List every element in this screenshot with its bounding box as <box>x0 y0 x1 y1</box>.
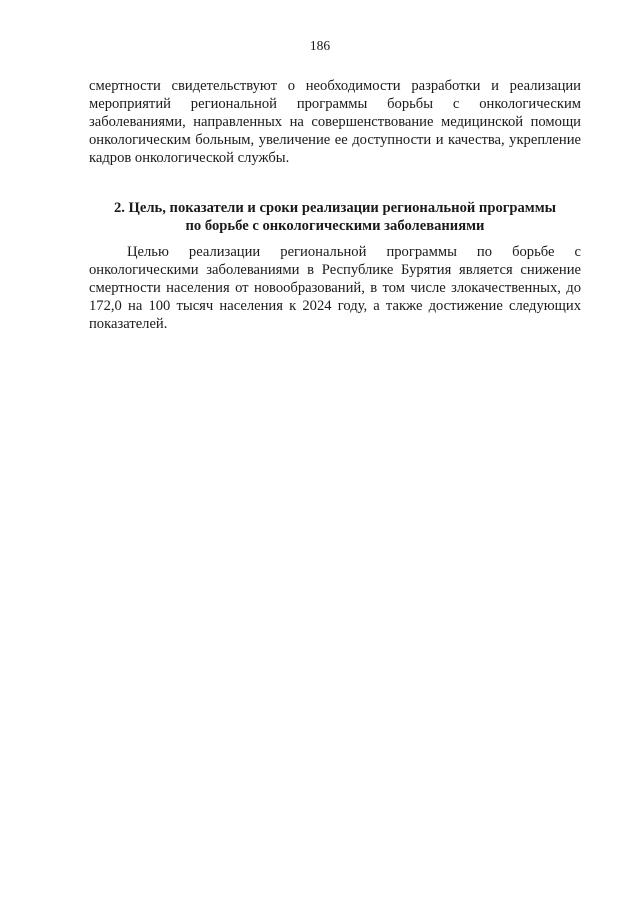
goal-paragraph: Целью реализации региональной программы по борьбе с онкологическими заболеваниями в Республике Бурятия является снижение смертности населения от новообразований, в том числе злокачественных, до 172,0 на 100 тысяч населения к 2024 году, а также достижение следующих показателей. <box>89 244 581 332</box>
section-heading-line-1: 2. Цель, показатели и сроки реализации региональной программы <box>113 200 557 216</box>
intro-paragraph: смертности свидетельствуют о необходимости разработки и реализации мероприятий региональной программы борьбы с онкологическим заболеваниями, направленных на совершенствование медицинской помощи онкологическим больным, увеличение ее доступности и качества, укрепление кадров онкологической службы. <box>89 78 581 166</box>
page-number: 186 <box>309 38 331 53</box>
section-heading <box>89 199 581 235</box>
section-heading-line-2: по борьбе с онкологическими заболеваниями <box>185 218 485 234</box>
